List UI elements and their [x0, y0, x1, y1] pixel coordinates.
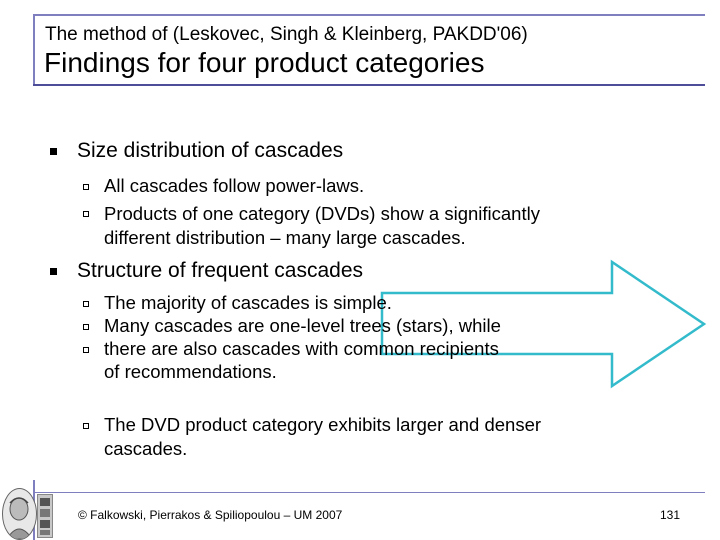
list-item: Products of one category (DVDs) show a significantly	[104, 203, 540, 224]
faculty-logo	[37, 494, 53, 538]
list-item-continuation: of recommendations.	[104, 361, 277, 382]
list-item-continuation: different distribution – many large cascades.	[104, 227, 466, 248]
sub-bullet-box	[83, 184, 89, 190]
list-item: there are also cascades with common recipients	[104, 338, 499, 359]
sub-bullet-box	[83, 324, 89, 330]
list-item: The DVD product category exhibits larger and denser	[104, 414, 542, 435]
sub-bullet-box	[83, 301, 89, 307]
list-item: All cascades follow power-laws.	[104, 175, 365, 196]
section-heading-size-distribution: Size distribution of cascades	[77, 139, 344, 162]
sub-bullet-box	[83, 347, 89, 353]
section-bullet	[50, 268, 57, 275]
portrait-icon	[3, 489, 36, 539]
slide-subtitle: The method of (Leskovec, Singh & Kleinberg, PAKDD'06)	[45, 24, 528, 45]
slide-title: Findings for four product categories	[44, 47, 485, 78]
page-number: 131	[660, 508, 681, 522]
list-item: Many cascades are one-level trees (stars), while	[104, 315, 501, 336]
sub-bullet-box	[83, 211, 89, 217]
footer-copyright: © Falkowski, Pierrakos & Spiliopoulou – UM 2007	[78, 508, 343, 522]
university-seal-logo	[2, 488, 37, 540]
faculty-logo-mark	[38, 495, 52, 537]
footer-rule	[33, 492, 705, 493]
list-item-continuation: cascades.	[104, 438, 188, 459]
list-item: The majority of cascades is simple.	[104, 292, 392, 313]
section-heading-structure: Structure of frequent cascades	[77, 259, 363, 282]
section-bullet	[50, 148, 57, 155]
sub-bullet-box	[83, 423, 89, 429]
